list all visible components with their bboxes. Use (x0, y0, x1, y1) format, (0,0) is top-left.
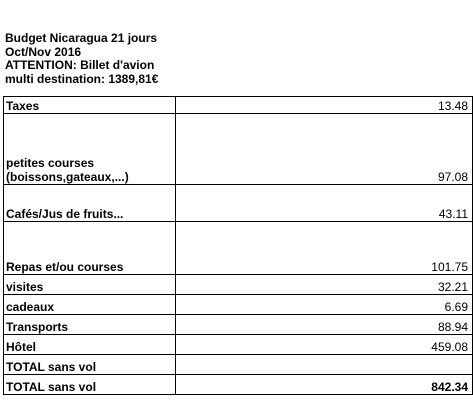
row-label-text: Cafés/Jus de fruits... (6, 207, 124, 221)
row-value: 97.08 (176, 114, 473, 185)
row-label-text: Taxes (6, 99, 40, 113)
row-label-text: Hôtel (6, 340, 36, 354)
row-label-text: cadeaux (6, 300, 55, 314)
row-label (4, 114, 176, 185)
row-label (4, 335, 176, 355)
table-row (4, 222, 473, 275)
row-label (4, 185, 176, 222)
row-value: 6.69 (176, 295, 473, 315)
table-row (4, 114, 473, 185)
budget-header (5, 32, 158, 86)
row-label (4, 295, 176, 315)
row-value: 101.75 (176, 222, 473, 275)
row-label (4, 222, 176, 275)
budget-table (3, 96, 473, 395)
row-label-text: visites (6, 280, 44, 294)
table-row (4, 355, 473, 375)
row-label-text: (boissons,gateaux,...) (6, 170, 129, 184)
row-label-text: TOTAL sans vol (6, 360, 97, 374)
row-label (4, 355, 176, 375)
row-label-text: Transports (6, 320, 69, 334)
row-label-text: petites courses (6, 156, 95, 170)
row-label-text: TOTAL sans vol (6, 380, 97, 394)
row-value (176, 355, 473, 375)
table-row (4, 275, 473, 295)
budget-title: Budget Nicaragua 21 jours (5, 31, 158, 45)
flight-warning: ATTENTION: Billet d'avion (5, 58, 155, 72)
table-row (4, 97, 473, 114)
row-label (4, 275, 176, 295)
table-row (4, 335, 473, 355)
row-value: 13.48 (176, 97, 473, 114)
row-value: 88.94 (176, 315, 473, 335)
budget-period: Oct/Nov 2016 (5, 44, 82, 59)
table-row (4, 295, 473, 315)
table-row-total (4, 375, 473, 395)
table-row (4, 315, 473, 335)
table-row (4, 185, 473, 222)
flight-cost: multi destination: 1389,81€ (5, 71, 159, 86)
row-value: 43.11 (176, 185, 473, 222)
row-label-text: Repas et/ou courses (6, 260, 124, 274)
row-value: 32.21 (176, 275, 473, 295)
row-label (4, 315, 176, 335)
row-value: 459.08 (176, 335, 473, 355)
row-label (4, 375, 176, 395)
total-value: 842.34 (176, 375, 473, 395)
row-label (4, 97, 176, 114)
